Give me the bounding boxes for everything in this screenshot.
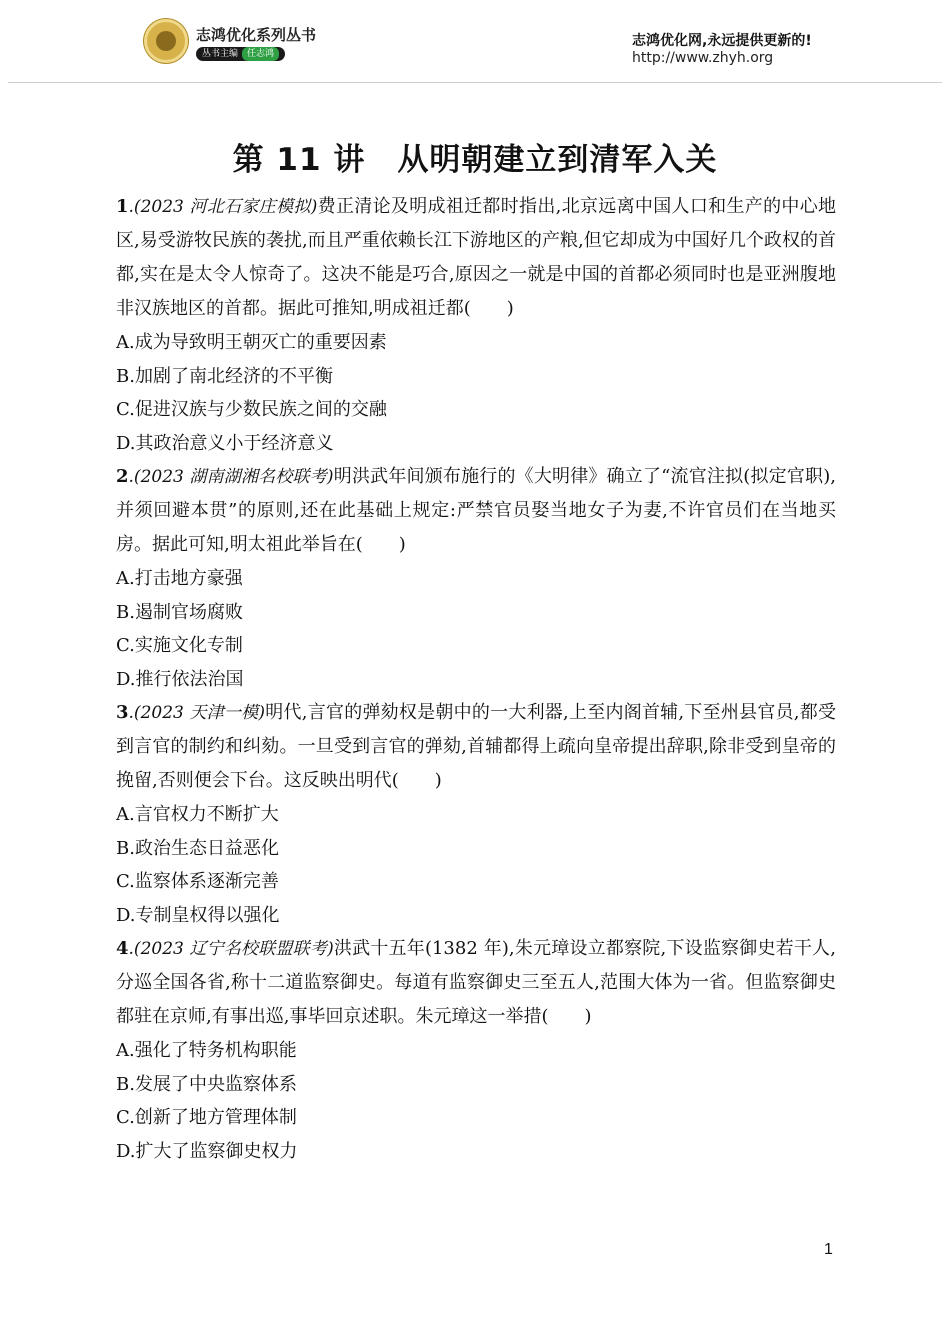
question-source: .(2023 天津一模) xyxy=(128,703,266,723)
page-title: 第 11 讲 从明朝建立到清军入关 xyxy=(232,142,718,178)
question-text: 明洪武年间颁布施行的《大明律》确立了“流官注拟(拟定官职),并须回避本贯”的原则,还在此基础上规定:严禁官员娶当地女子为妻,不许官员们在当地买房。据此可知,明太祖此举旨在( ) xyxy=(116,466,836,555)
question-number: 1 xyxy=(116,196,129,217)
series-title: 志鸿优化系列丛书 xyxy=(196,26,317,44)
option-c: C.促进汉族与少数民族之间的交融 xyxy=(116,399,387,420)
option-d: D.推行依法治国 xyxy=(116,668,244,690)
option-c: C.实施文化专制 xyxy=(116,635,243,656)
option-b: B.政治生态日益恶化 xyxy=(116,837,279,859)
header-divider xyxy=(8,82,942,83)
question-2 xyxy=(116,460,836,696)
question-1 xyxy=(116,190,836,460)
question-stem xyxy=(116,932,836,1034)
option-d: D.其政治意义小于经济意义 xyxy=(116,432,334,454)
question-text: 洪武十五年(1382 年),朱元璋设立都察院,下设监察御史若干人,分巡全国各省,称十二道监察御史。每道有监察御史三至五人,范围大体为一省。但监察御史都驻在京师,有事出巡,事毕回京述职。朱元璋这一举措( ) xyxy=(116,938,836,1027)
option-a: A.打击地方豪强 xyxy=(116,568,243,589)
option-b: B.加剧了南北经济的不平衡 xyxy=(116,365,333,387)
question-4 xyxy=(116,932,836,1168)
page-header xyxy=(0,0,950,85)
option-b: B.遏制官场腐败 xyxy=(116,601,243,623)
site-url-link[interactable]: http://www.zhyh.org xyxy=(632,50,774,66)
question-source: .(2023 河北石家庄模拟) xyxy=(128,197,318,217)
question-number: 2 xyxy=(116,466,129,487)
question-number: 4 xyxy=(116,938,129,959)
question-number: 3 xyxy=(116,702,129,723)
option-d: D.扩大了监察御史权力 xyxy=(116,1140,298,1162)
option-b: B.发展了中央监察体系 xyxy=(116,1073,297,1095)
question-stem xyxy=(116,190,836,326)
publisher-logo-icon xyxy=(144,19,188,63)
question-stem xyxy=(116,460,836,562)
editor-name: 任志鸿 xyxy=(242,47,279,61)
question-source: .(2023 辽宁名校联盟联考) xyxy=(128,939,334,959)
option-a: A.成为导致明王朝灭亡的重要因素 xyxy=(116,332,387,353)
question-3 xyxy=(116,696,836,932)
editor-tag xyxy=(196,47,285,61)
editor-label: 丛书主编 xyxy=(202,49,239,59)
question-stem xyxy=(116,696,836,798)
option-a: A.强化了特务机构职能 xyxy=(116,1040,297,1061)
question-list xyxy=(116,190,836,1168)
option-c: C.监察体系逐渐完善 xyxy=(116,871,279,892)
option-d: D.专制皇权得以强化 xyxy=(116,904,280,926)
question-source: .(2023 湖南湖湘名校联考) xyxy=(128,467,334,487)
option-a: A.言官权力不断扩大 xyxy=(116,804,279,825)
site-slogan: 志鸿优化网,永远提供更新的! xyxy=(632,33,812,49)
option-c: C.创新了地方管理体制 xyxy=(116,1107,297,1128)
question-text: 费正清论及明成祖迁都时指出,北京远离中国人口和生产的中心地区,易受游牧民族的袭扰,而且严重依赖长江下游地区的产粮,但它却成为中国好几个政权的首都,实在是太令人惊奇了。这决不能是巧合,原因之一就是中国的首都必须同时也是亚洲腹地非汉族地区的首都。据此可推知,明成祖迁都( ) xyxy=(116,196,837,319)
question-text: 明代,言官的弹劾权是朝中的一大利器,上至内阁首辅,下至州县官员,都受到言官的制约和纠劾。一旦受到言官的弹劾,首辅都得上疏向皇帝提出辞职,除非受到皇帝的挽留,否则便会下台。这反映出明代( ) xyxy=(116,702,836,791)
page-number: 1 xyxy=(824,1241,833,1258)
